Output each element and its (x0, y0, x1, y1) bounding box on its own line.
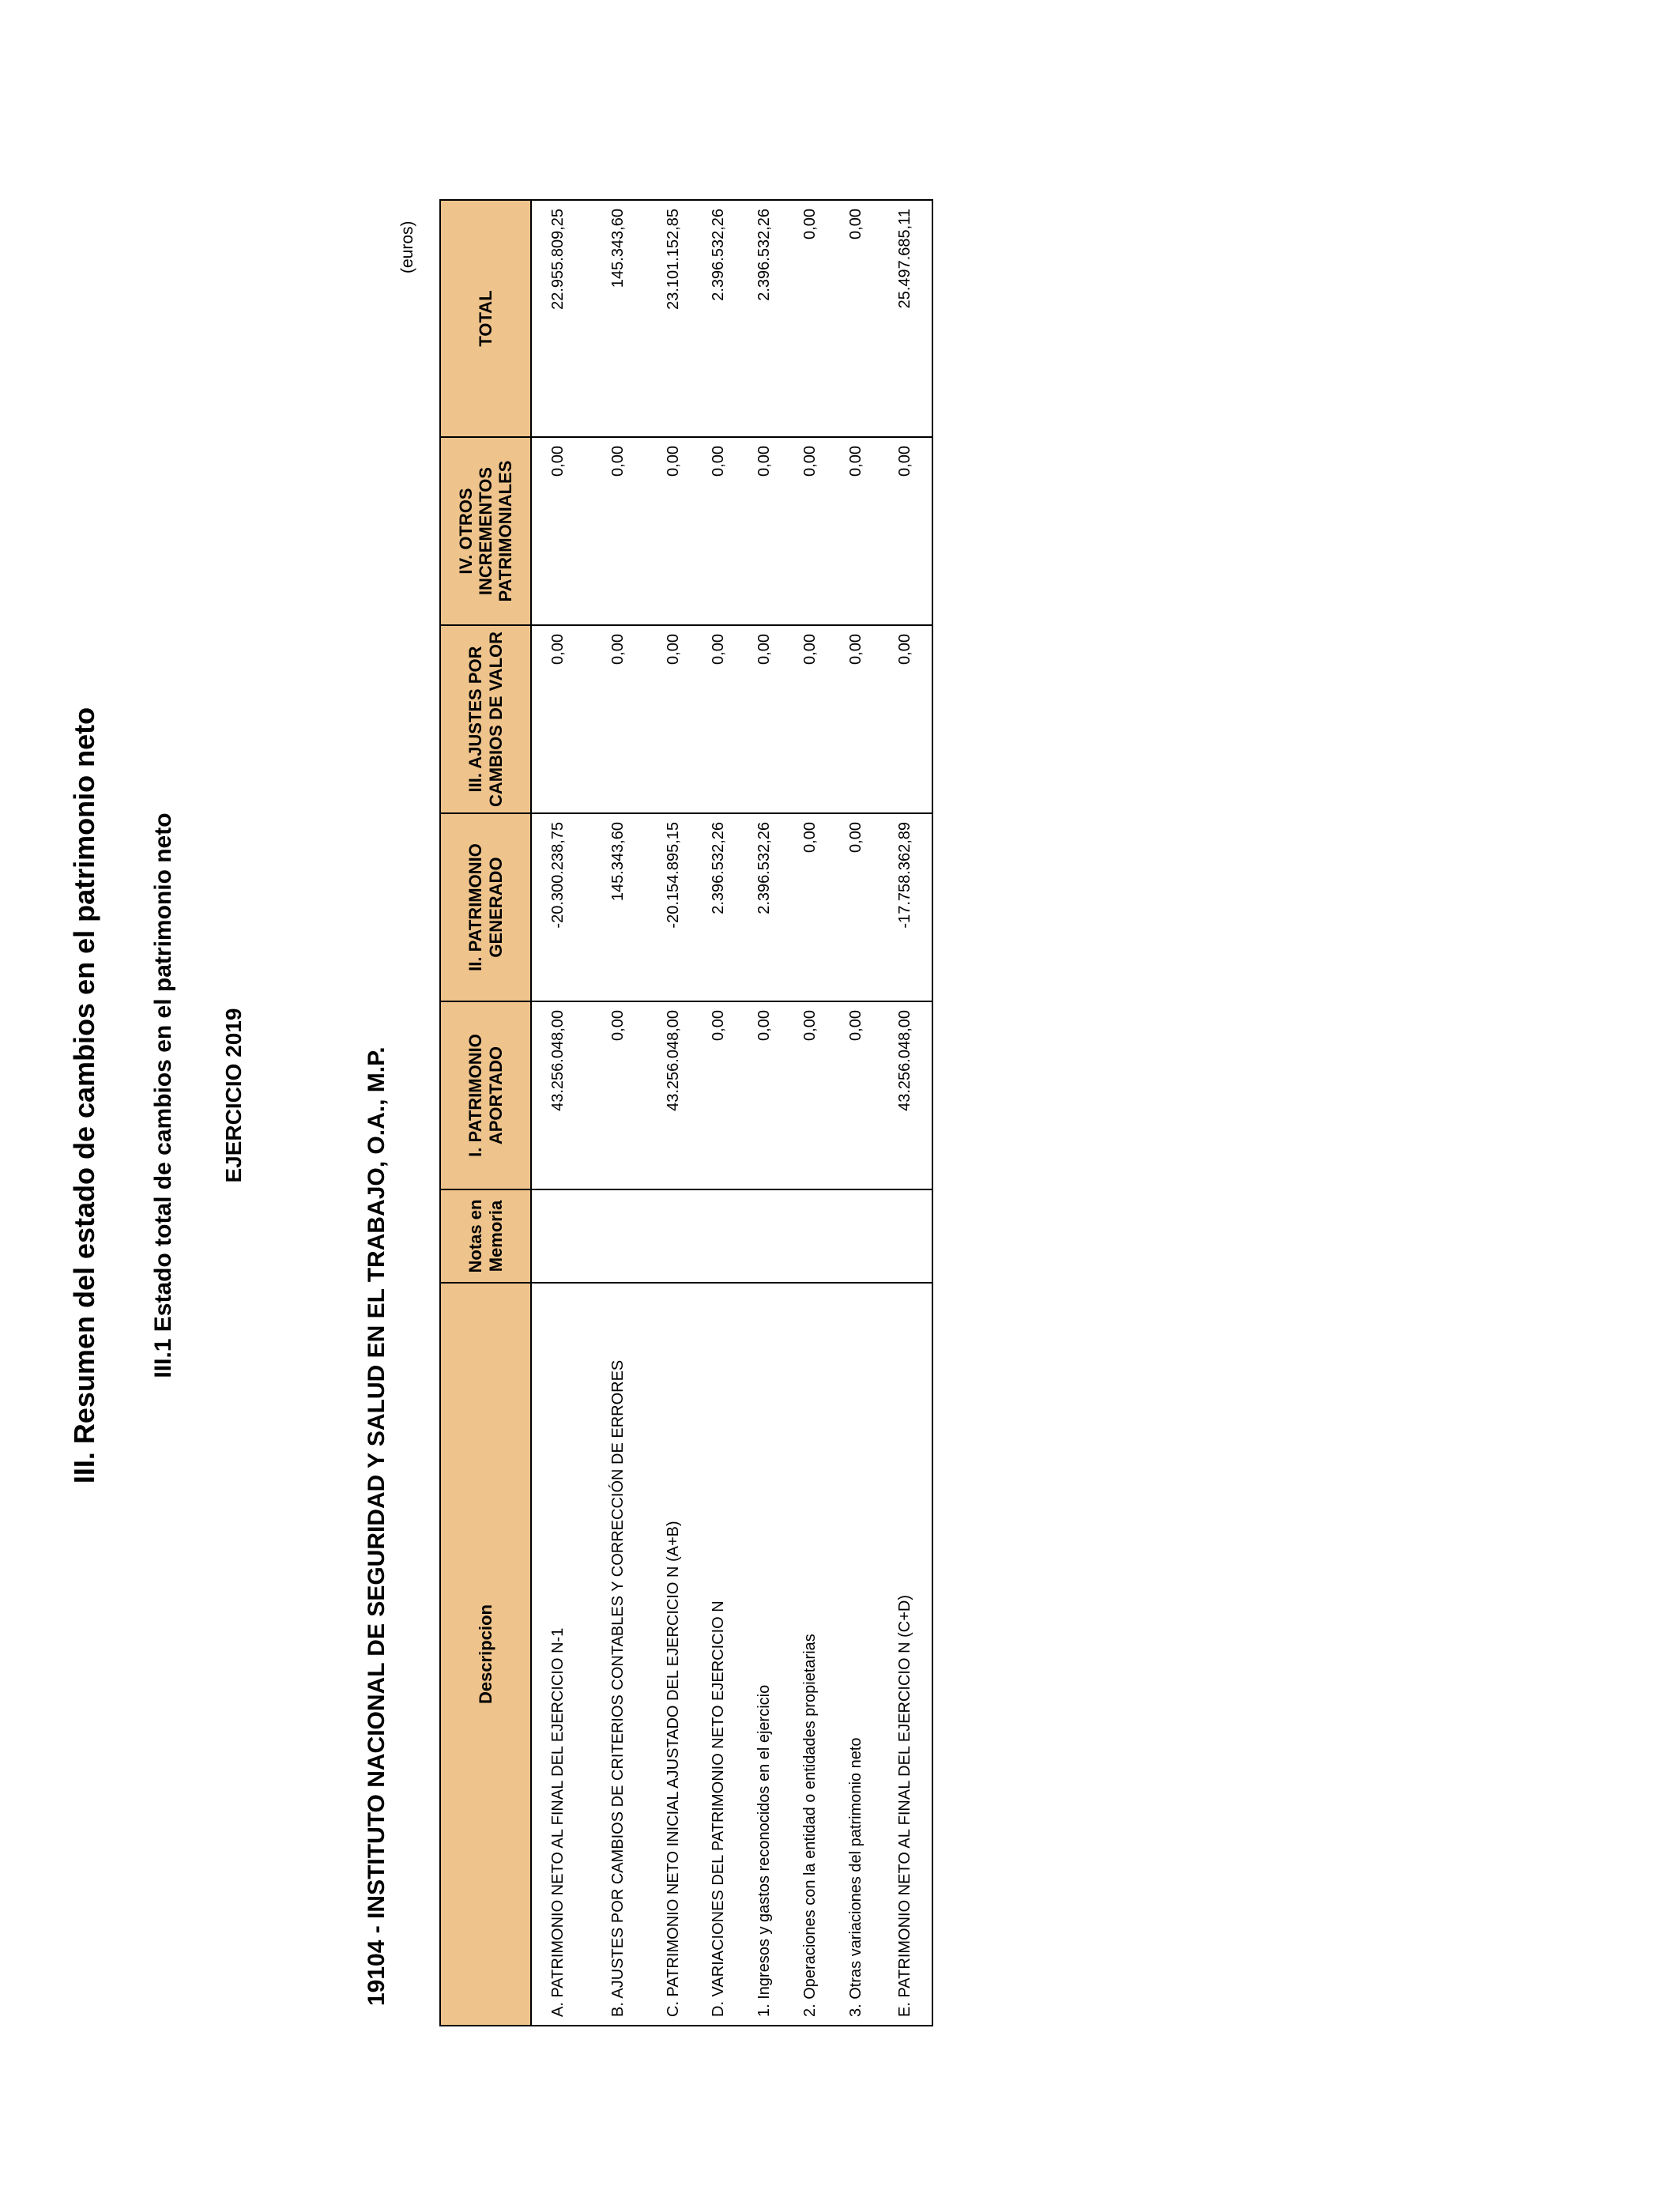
table-row (833, 200, 879, 2026)
row-description: 2. Operaciones con la entidad o entidades propietarias (787, 1283, 833, 2026)
row-ajustes: 0,00 (531, 625, 585, 813)
row-description: C. PATRIMONIO NETO INICIAL AJUSTADO DEL EJERCICIO N (A+B) (651, 1283, 695, 2026)
document-title: III. Resumen del estado de cambios en el patrimonio neto (68, 707, 100, 1484)
row-notes (833, 1189, 879, 1283)
row-notes (787, 1189, 833, 1283)
table-row (695, 200, 741, 2026)
row-total: 145.343,60 (585, 200, 651, 437)
row-description: 3. Otras variaciones del patrimonio neto (833, 1283, 879, 2026)
row-generado: -20.154.895,15 (651, 813, 695, 1001)
row-otros: 0,00 (531, 437, 585, 625)
row-notes (531, 1189, 585, 1283)
row-ajustes: 0,00 (695, 625, 741, 813)
row-description: D. VARIACIONES DEL PATRIMONIO NETO EJERCICIO N (695, 1283, 741, 2026)
table-header-row (440, 200, 531, 2026)
row-total: 2.396.532,26 (695, 200, 741, 437)
col-header-generado: II. PATRIMONIO GENERADO (440, 813, 531, 1001)
table-row (879, 200, 932, 2026)
row-total: 22.955.809,25 (531, 200, 585, 437)
row-ajustes: 0,00 (741, 625, 787, 813)
row-total: 0,00 (787, 200, 833, 437)
row-description: E. PATRIMONIO NETO AL FINAL DEL EJERCICIO N (C+D) (879, 1283, 932, 2026)
row-otros: 0,00 (695, 437, 741, 625)
row-generado: 0,00 (833, 813, 879, 1001)
row-notes (879, 1189, 932, 1283)
table-row (585, 200, 651, 2026)
row-aportado: 0,00 (833, 1001, 879, 1189)
col-header-total: TOTAL (440, 200, 531, 437)
row-generado: -17.758.362,89 (879, 813, 932, 1001)
row-notes (651, 1189, 695, 1283)
row-generado: -20.300.238,75 (531, 813, 585, 1001)
row-generado: 145.343,60 (585, 813, 651, 1001)
row-notes (695, 1189, 741, 1283)
row-ajustes: 0,00 (585, 625, 651, 813)
row-otros: 0,00 (833, 437, 879, 625)
table-row (651, 200, 695, 2026)
row-total: 23.101.152,85 (651, 200, 695, 437)
row-otros: 0,00 (787, 437, 833, 625)
row-aportado: 0,00 (695, 1001, 741, 1189)
currency-unit: (euros) (398, 221, 416, 273)
row-generado: 2.396.532,26 (695, 813, 741, 1001)
row-aportado: 0,00 (741, 1001, 787, 1189)
exercise-label: EJERCICIO 2019 (221, 1008, 246, 1183)
col-header-notes: Notas en Memoria (440, 1189, 531, 1283)
row-ajustes: 0,00 (833, 625, 879, 813)
col-header-ajustes: III. AJUSTES POR CAMBIOS DE VALOR (440, 625, 531, 813)
entity-name: 19104 - INSTITUTO NACIONAL DE SEGURIDAD Y SALUD EN EL TRABAJO, O.A., M.P. (363, 1046, 390, 2006)
changes-table (439, 199, 933, 2026)
col-header-description: Descripcion (440, 1283, 531, 2026)
col-header-otros: IV. OTROS INCREMENTOS PATRIMONIALES (440, 437, 531, 625)
row-ajustes: 0,00 (879, 625, 932, 813)
table-row (531, 200, 585, 2026)
row-aportado: 0,00 (787, 1001, 833, 1189)
row-aportado: 43.256.048,00 (531, 1001, 585, 1189)
row-total: 0,00 (833, 200, 879, 437)
row-description: 1. Ingresos y gastos reconocidos en el ejercicio (741, 1283, 787, 2026)
row-total: 2.396.532,26 (741, 200, 787, 437)
document-subtitle: III.1 Estado total de cambios en el patrimonio neto (150, 812, 176, 1378)
row-aportado: 43.256.048,00 (651, 1001, 695, 1189)
row-generado: 2.396.532,26 (741, 813, 787, 1001)
row-generado: 0,00 (787, 813, 833, 1001)
row-ajustes: 0,00 (651, 625, 695, 813)
row-aportado: 0,00 (585, 1001, 651, 1189)
row-notes (741, 1189, 787, 1283)
row-description: A. PATRIMONIO NETO AL FINAL DEL EJERCICIO N-1 (531, 1283, 585, 2026)
table-row (741, 200, 787, 2026)
row-description: B. AJUSTES POR CAMBIOS DE CRITERIOS CONTABLES Y CORRECCIÓN DE ERRORES (585, 1283, 651, 2026)
row-otros: 0,00 (651, 437, 695, 625)
table-row (787, 200, 833, 2026)
row-notes (585, 1189, 651, 1283)
row-total: 25.497.685,11 (879, 200, 932, 437)
row-aportado: 43.256.048,00 (879, 1001, 932, 1189)
row-otros: 0,00 (879, 437, 932, 625)
row-otros: 0,00 (585, 437, 651, 625)
col-header-aportado: I. PATRIMONIO APORTADO (440, 1001, 531, 1189)
row-ajustes: 0,00 (787, 625, 833, 813)
row-otros: 0,00 (741, 437, 787, 625)
